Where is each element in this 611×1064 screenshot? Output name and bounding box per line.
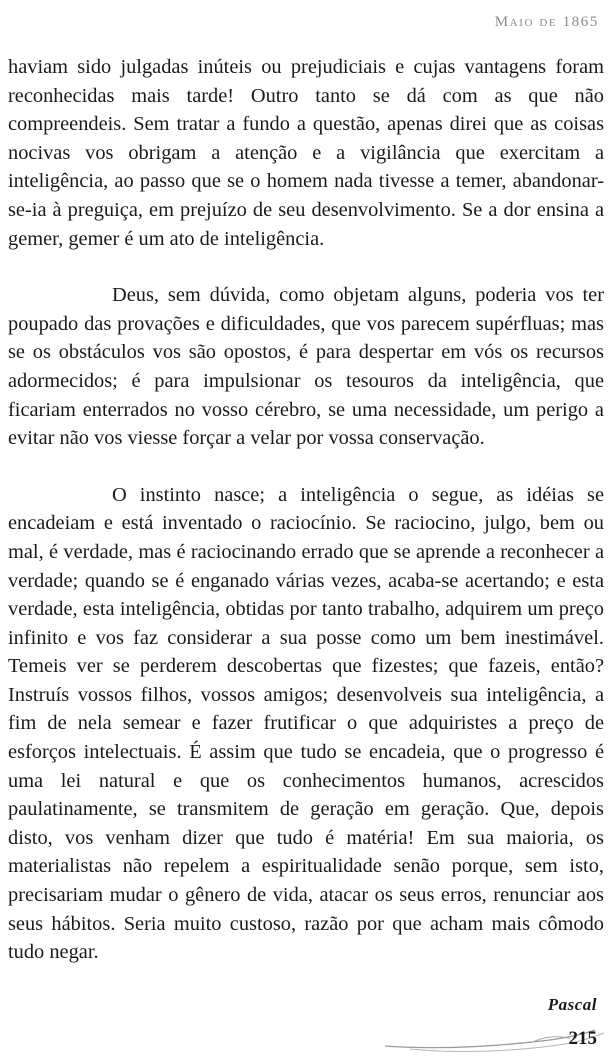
page-number: 215: [568, 1028, 597, 1049]
paragraph-3: O instinto nasce; a inteligência o segue, as idéias se encadeiam e está inventado o raciocínio. Se raciocino, julgo, bem ou mal, é verdade, mas é raciocinando errado que se aprende a reconhecer a verdade; quando se é enganado várias vezes, acaba-se acertando; e esta verdade, esta inteligência, obtidas por tanto trabalho, adquirem um preço infinito e vos faz considerar a sua posse como um bem inestimável. Temeis ver se perderem descobertas que fizestes; que fazeis, então? Instruís vossos filhos, vossos amigos; desenvolveis sua inteligência, a fim de nela semear e fazer frutificar o que adquiristes a preço de esforços intelectuais. É assim que tudo se encadeia, que o progresso é uma lei natural e que os conhecimentos humanos, acrescidos paulatinamente, se transmitem de geração em geração. Que, depois disto, vos venham dizer que tudo é matéria! Em sua maioria, os materialistas não repelem a espiritualidade senão porque, sem isto, precisariam mudar o gênero de vida, atacar os seus erros, renunciar aos seus hábitos. Seria muito custoso, razão por que acham mais cômodo tudo negar.: [8, 483, 604, 964]
paragraph-1: haviam sido julgadas inúteis ou prejudiciais e cujas vantagens foram reconhecidas mais tarde! Outro tanto se dá com as que não compreendeis. Sem tratar a fundo a questão, apenas direi que as coisas nocivas vos obrigam a atenção e a vigilância que exercitam a inteligência, ao passo que se o homem nada tivesse a temer, abandonar-se-ia à preguiça, em prejuízo de seu desenvolvimento. Se a dor ensina a gemer, gemer é um ato de inteligência.: [8, 56, 604, 250]
author-signature: Pascal: [547, 995, 597, 1014]
page-body: [8, 53, 604, 967]
paragraph-2: Deus, sem dúvida, como objetam alguns, poderia vos ter poupado das provações e dificuldades, que vos parecem supérfluas; mas se os obstáculos vos são opostos, é para despertar em vós os recursos adormecidos; é para impulsionar os tesouros da inteligência, que ficariam enterrados no vosso cérebro, se uma necessidade, um perigo a evitar não vos viesse forçar a velar por vossa conservação.: [8, 284, 604, 450]
running-header-title: Maio de 1865: [494, 14, 599, 30]
